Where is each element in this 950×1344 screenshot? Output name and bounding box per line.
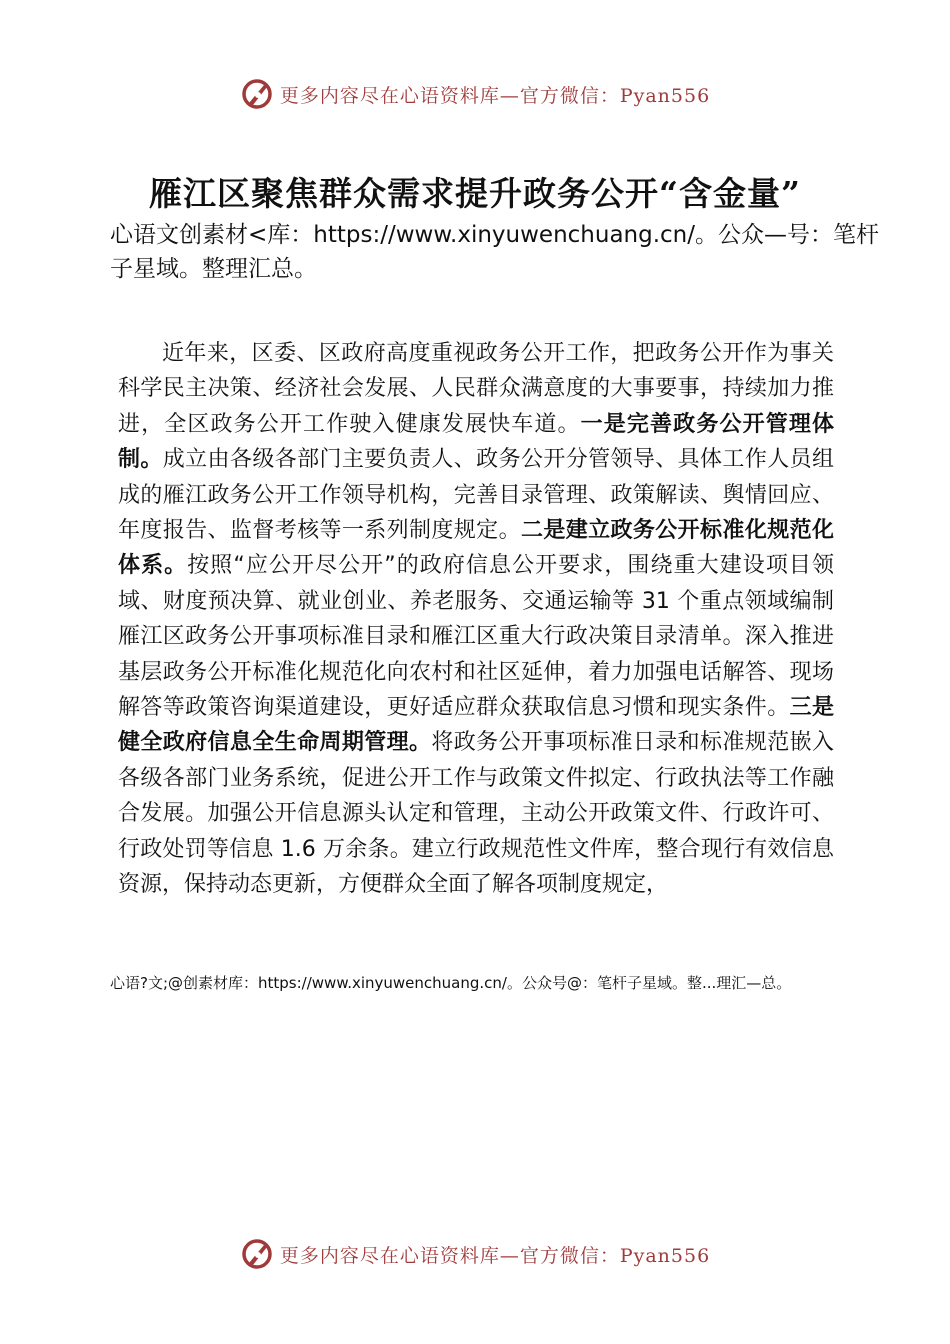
point-one-text: 成立由各级各部门主要负责人、政务公开分管领导、具体工作人员组成的雁江政务公开工作领导机构，完善目录管理、政策解读、舆情回应、年度报告、监督考核等一系列制度规定。: [118, 447, 834, 544]
point-one-heading: 一是完善政务公开管理体制。: [118, 411, 834, 473]
point-three-heading: 三是健全政府信息全生命周期管理。: [118, 695, 834, 756]
source-footnote: 心语?文;@创素材库：https://www.xinyuwenchuang.cn/。公众号@：笔杆子星域。整...理汇—总。: [110, 974, 792, 992]
brush-circle-logo-icon: [240, 1237, 274, 1271]
point-two-text: 按照“应公开尽公开”的政府信息公开要求，围绕重大建设项目领域、财度预决算、就业创业、养老服务、交通运输等 31 个重点领域编制雁江区政务公开事项标准目录和雁江区重大行政决策目录清单。深入推进基层政务公开标准化规范化向农村和社区延伸，着力加强电话解答、现场解答等政策咨询渠道建设，更好适应群众获取信息习惯和现实条件。: [118, 553, 834, 721]
paragraph-intro: 近年来，区委、区政府高度重视政务公开工作，把政务公开作为事关科学民主决策、经济社会发展、人民群众满意度的大事要事，持续加力推进，全区政务公开工作驶入健康发展快车道。: [118, 341, 834, 437]
footer-banner-text: 更多内容尽在心语资料库—官方微信：Pyan556: [279, 1244, 711, 1267]
point-two-heading: 二是建立政务公开标准化规范化体系。: [118, 518, 834, 579]
header-banner: [0, 72, 950, 116]
body-paragraph: [118, 336, 834, 903]
brush-circle-logo-icon: [240, 77, 274, 111]
point-three-text: 将政务公开事项标准日录和标准规范嵌入各级各部门业务系统，促进公开工作与政策文件拟定、行政执法等工作融合发展。加强公开信息源头认定和管理，主动公开政策文件、行政许可、行政处罚等信息 1.6 万余条。建立行政规范性文件库，整合现行有效信息资源，保持动态更新，方便群众全面了解各项制度规定，: [118, 730, 834, 898]
document-title: 雁江区聚焦群众需求提升政务公开“含金量”: [149, 174, 801, 213]
header-banner-text: 更多内容尽在心语资料库—官方微信：Pyan556: [279, 84, 711, 107]
footer-banner: [0, 1232, 950, 1276]
document-subtitle: 心语文创素材<库：https://www.xinyuwenchuang.cn/。公众—号：笔杆子星域。整理汇总。: [110, 222, 880, 282]
